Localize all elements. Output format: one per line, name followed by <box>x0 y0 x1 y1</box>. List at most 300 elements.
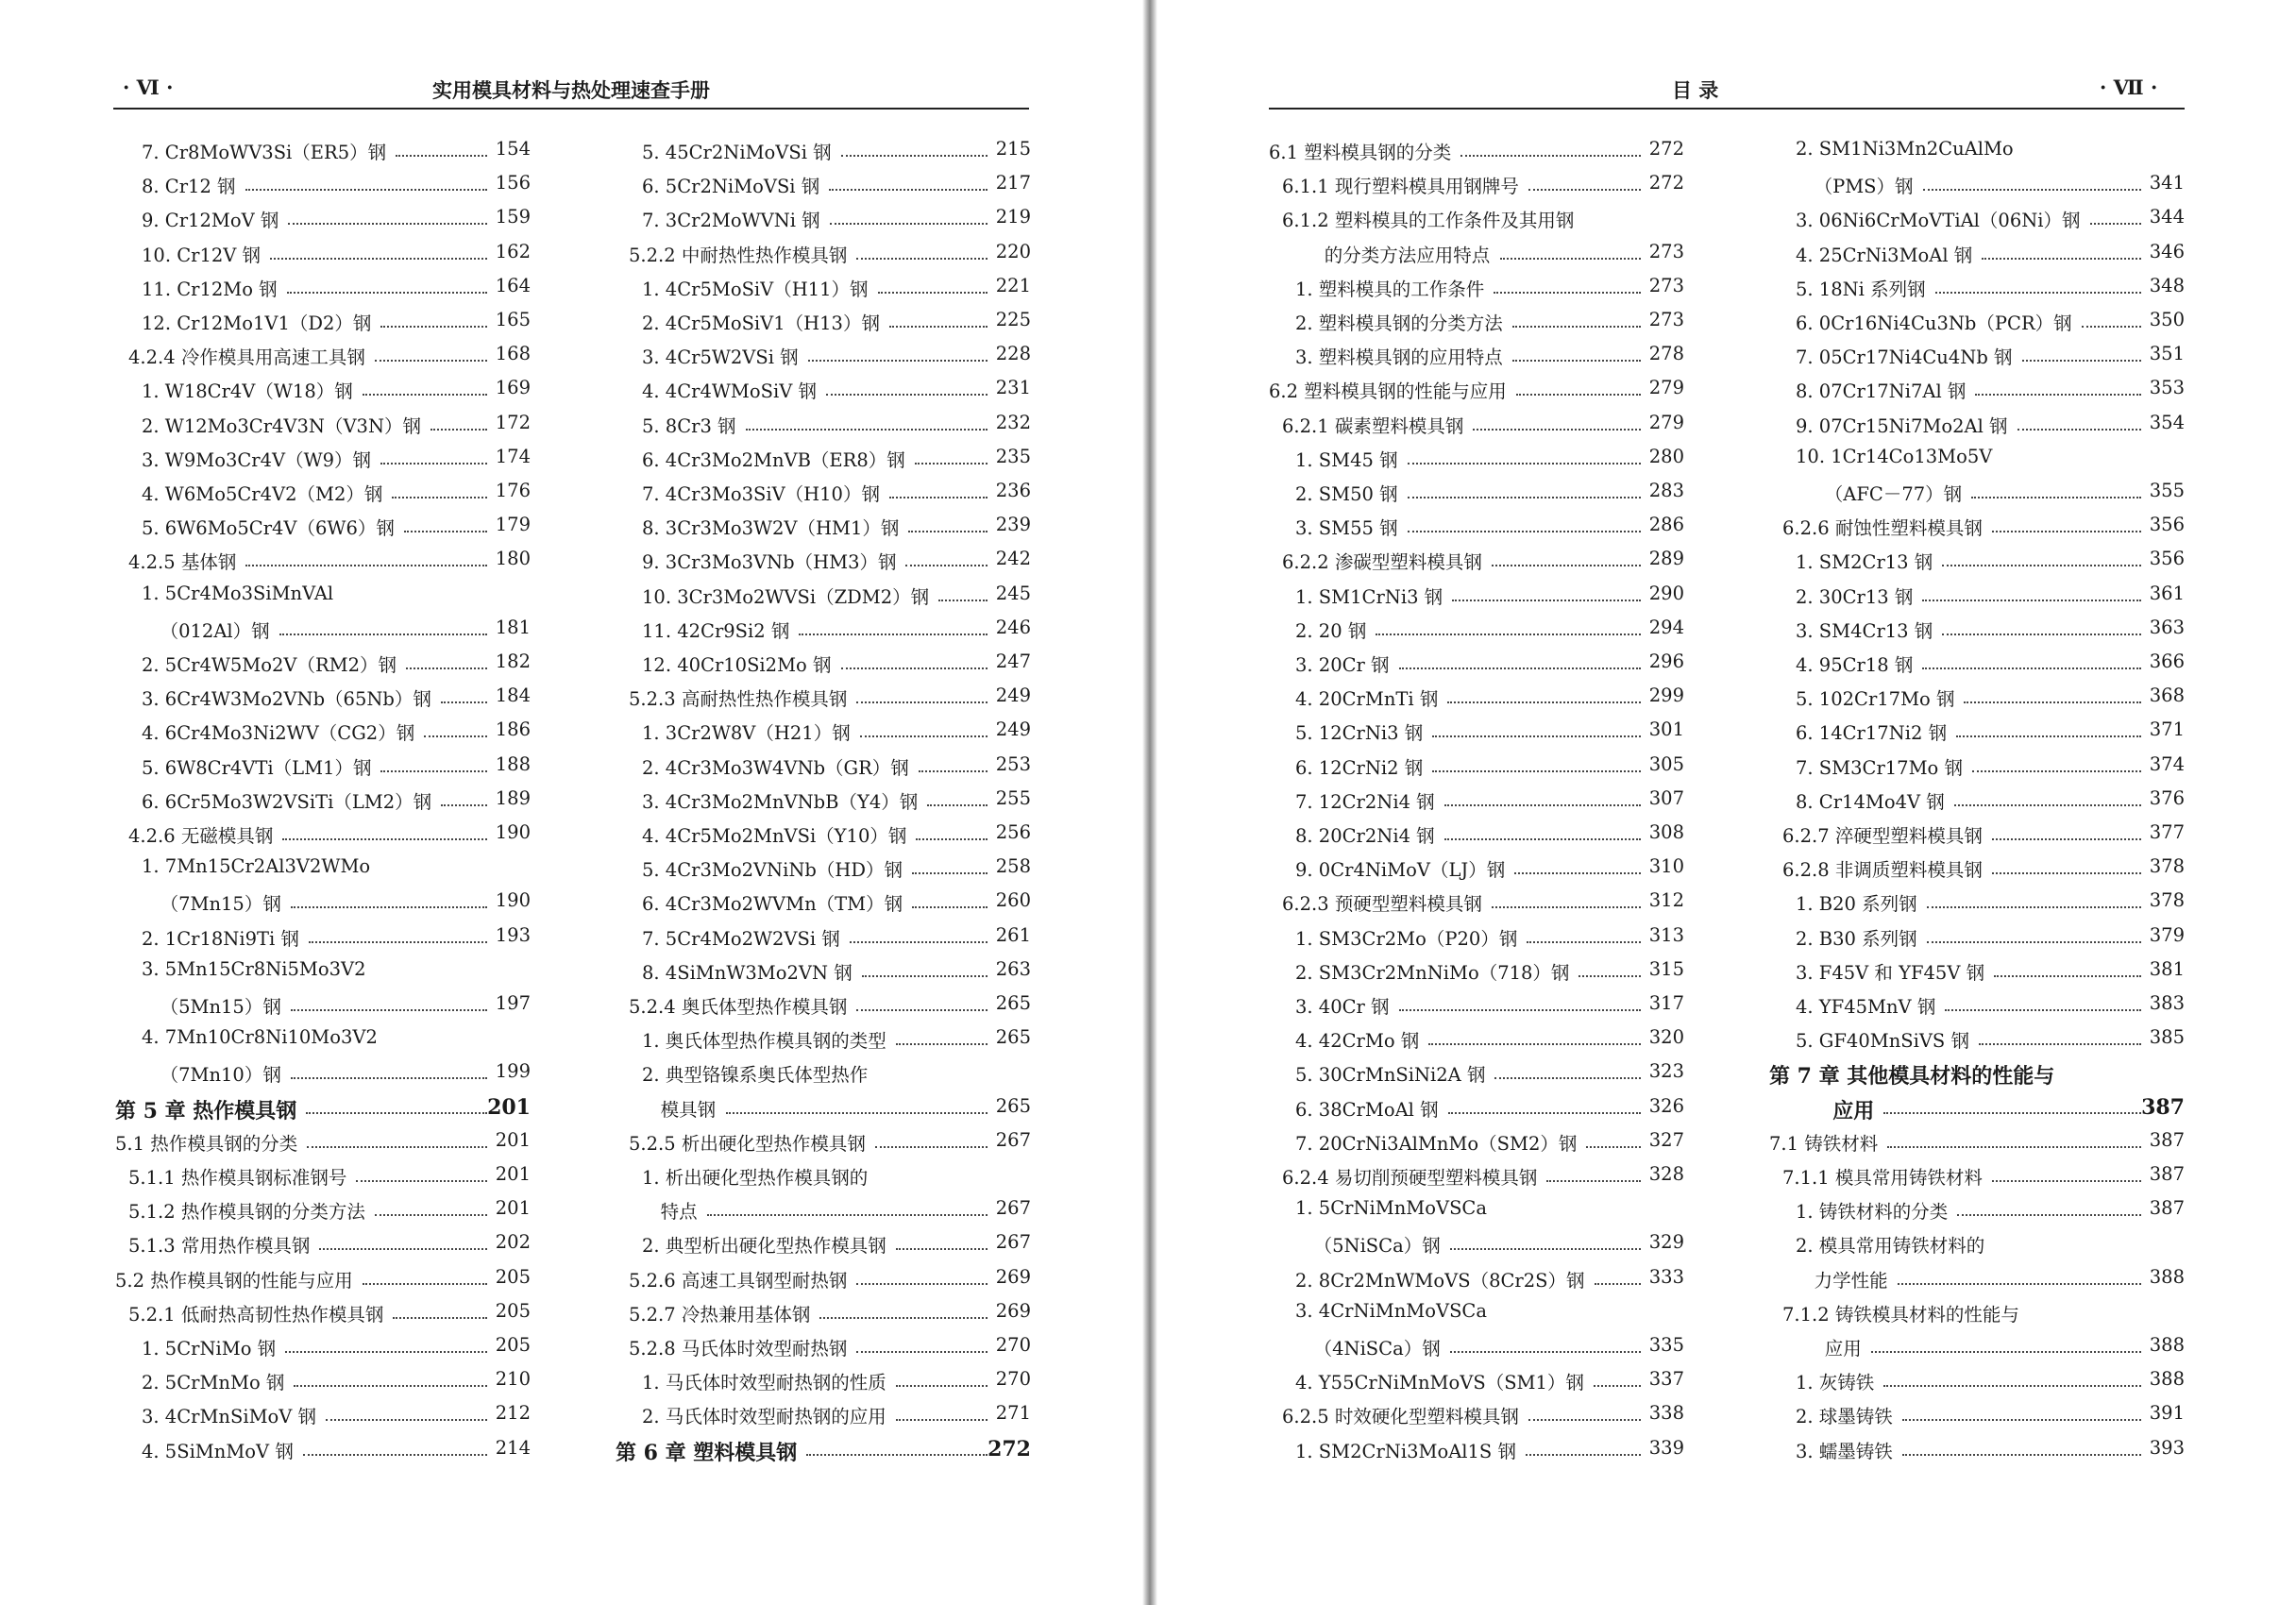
toc-entry-title: 3. 40Cr 钢 <box>1295 996 1390 1018</box>
toc-dot-leader <box>808 352 988 362</box>
toc-entry-title: 5. 4Cr3Mo2VNiNb（HD）钢 <box>642 859 903 882</box>
toc-dot-leader <box>1927 899 2141 908</box>
toc-dot-leader <box>291 1002 487 1011</box>
toc-page-number: 242 <box>995 548 1031 570</box>
toc-page-number: 201 <box>495 1128 531 1151</box>
toc-entry <box>1269 1296 1684 1328</box>
toc-page-number: 273 <box>1648 240 1684 262</box>
toc-entry <box>115 1022 531 1055</box>
toc-entry <box>1769 681 2185 713</box>
toc-dot-leader <box>1964 694 2141 703</box>
toc-page-number: 387 <box>2141 1094 2185 1120</box>
toc-entry-title: 5. GF40MnSiVS 钢 <box>1796 1030 1969 1053</box>
toc-page-number: 256 <box>995 821 1031 843</box>
toc-entry-title: 1. 析出硬化型热作模具钢的 <box>642 1167 869 1189</box>
toc-page-number: 289 <box>1648 548 1684 570</box>
toc-entry-title: 3. 5Mn15Cr8Ni5Mo3V2 <box>142 957 366 980</box>
toc-page-number: 315 <box>1648 957 1684 980</box>
toc-page-number: 388 <box>2149 1368 2185 1391</box>
toc-page-number: 265 <box>995 1094 1031 1117</box>
toc-entry <box>616 784 1031 816</box>
toc-entry-title: 第 6 章 塑料模具钢 <box>616 1440 798 1465</box>
toc-entry-title: 2. SM50 钢 <box>1295 483 1398 505</box>
toc-entry <box>1269 647 1684 679</box>
toc-entry <box>1269 408 1684 440</box>
toc-entry <box>1769 237 2185 269</box>
toc-entry <box>616 544 1031 576</box>
toc-entry <box>1769 373 2185 405</box>
toc-page-number: 348 <box>2149 274 2185 296</box>
toc-entry-title: 3. 6Cr4W3Mo2VNb（65Nb）钢 <box>142 688 431 711</box>
toc-dot-leader <box>1971 489 2141 498</box>
toc-entry <box>1269 1262 1684 1294</box>
toc-page-number: 269 <box>995 1299 1031 1322</box>
toc-chapter-entry <box>616 1433 1031 1465</box>
toc-entry <box>1769 715 2185 747</box>
toc-page-number: 280 <box>1648 445 1684 467</box>
toc-entry <box>115 168 531 200</box>
toc-entry <box>115 1227 531 1259</box>
toc-entry-title: 模具钢 <box>660 1098 717 1121</box>
toc-page-number: 245 <box>995 582 1031 604</box>
toc-entry <box>115 339 531 371</box>
toc-dot-leader <box>309 934 487 943</box>
toc-entry-title: 4. YF45MnV 钢 <box>1796 996 1936 1018</box>
toc-dot-leader <box>1399 1002 1641 1011</box>
toc-page-number: 188 <box>495 752 531 775</box>
toc-entry <box>1769 1330 2185 1362</box>
toc-entry-title: 3. 20Cr 钢 <box>1295 654 1390 676</box>
toc-entry-title: 9. 3Cr3Mo3VNb（HM3）钢 <box>642 551 897 574</box>
toc-entry-title: 2. 塑料模具钢的分类方法 <box>1295 313 1503 334</box>
toc-entry <box>616 852 1031 884</box>
toc-entry-title: 6.2.7 淬硬型塑料模具钢 <box>1782 825 1983 847</box>
toc-entry <box>1269 510 1684 542</box>
toc-entry <box>115 134 531 166</box>
toc-entry-title: 6.2.2 渗碳型塑料模具钢 <box>1282 551 1482 574</box>
toc-entry <box>616 1296 1031 1328</box>
toc-page-number: 381 <box>2149 957 2185 980</box>
toc-page-number: 219 <box>995 206 1031 228</box>
toc-entry-title: 1. 3Cr2W8V（H21）钢 <box>642 722 851 745</box>
toc-entry-title: 5.1.1 热作模具钢标准钢号 <box>128 1167 347 1189</box>
toc-entry <box>616 988 1031 1021</box>
toc-entry-title: 的分类方法应用特点 <box>1324 244 1491 266</box>
toc-dot-leader <box>1408 489 1641 498</box>
toc-entry-title: 4. W6Mo5Cr4V2（M2）钢 <box>142 483 383 505</box>
toc-entry-title: 5. 12CrNi3 钢 <box>1295 722 1424 745</box>
toc-page-number: 301 <box>1648 718 1684 741</box>
toc-page-number: 320 <box>1648 1026 1684 1049</box>
toc-entry-title: 6.2.1 碳素塑料模具钢 <box>1282 414 1464 437</box>
toc-entry <box>1269 1364 1684 1396</box>
toc-entry-title: 7. Cr8MoWV3Si（ER5）钢 <box>142 142 387 163</box>
toc-entry <box>616 1330 1031 1362</box>
toc-page-number: 346 <box>2149 240 2185 262</box>
toc-dot-leader <box>1957 1207 2141 1216</box>
toc-entry <box>115 305 531 337</box>
toc-page-number: 249 <box>995 684 1031 707</box>
toc-page-number: 261 <box>995 923 1031 946</box>
toc-entry <box>1769 988 2185 1021</box>
toc-dot-leader <box>1927 934 2141 943</box>
toc-entry <box>616 681 1031 713</box>
toc-entry-title: 2. 4Cr3Mo3W4VNb（GR）钢 <box>642 756 909 779</box>
right-page-number: · Ⅶ · <box>2100 76 2158 99</box>
toc-entry-title: 5.2.1 低耐热高韧性热作模具钢 <box>128 1303 384 1326</box>
toc-entry <box>616 613 1031 645</box>
toc-page-number: 290 <box>1648 582 1684 604</box>
toc-entry <box>1269 886 1684 918</box>
toc-page-number: 374 <box>2149 752 2185 775</box>
toc-entry <box>616 579 1031 611</box>
toc-dot-leader <box>282 831 487 840</box>
toc-page-number: 286 <box>1648 514 1684 536</box>
toc-entry <box>616 1364 1031 1396</box>
toc-dot-leader <box>285 1343 487 1353</box>
toc-entry <box>1269 1398 1684 1430</box>
toc-entry <box>616 1193 1031 1225</box>
toc-entry-title: 5. 102Cr17Mo 钢 <box>1796 688 1955 711</box>
toc-page-number: 174 <box>495 445 531 467</box>
toc-entry-title: 3. 4Cr3Mo2MnVNbB（Y4）钢 <box>642 790 919 813</box>
toc-entry-title: 7. 20CrNi3AlMnMo（SM2）钢 <box>1295 1132 1578 1155</box>
toc-dot-leader <box>1452 592 1641 601</box>
toc-entry-title: 7. SM3Cr17Mo 钢 <box>1796 756 1963 779</box>
toc-dot-leader <box>287 284 487 294</box>
toc-entry-title: 3. F45V 和 YF45V 钢 <box>1796 961 1985 984</box>
toc-page-number: 169 <box>495 377 531 399</box>
toc-entry-title: 9. Cr12MoV 钢 <box>142 210 279 232</box>
toc-entry-title: 6.2.3 预硬型塑料模具钢 <box>1282 893 1482 916</box>
toc-entry-title: 5. 45Cr2NiMoVSi 钢 <box>642 142 832 163</box>
toc-page-number: 164 <box>495 274 531 296</box>
toc-entry <box>1269 579 1684 611</box>
toc-entry-title: 4. 4Cr5Mo2MnVSi（Y10）钢 <box>642 825 907 847</box>
toc-entry-title: 2. 模具常用铸铁材料的 <box>1796 1235 1985 1258</box>
toc-dot-leader <box>1399 660 1641 669</box>
toc-dot-leader <box>270 250 487 260</box>
toc-entry-title: 1. 7Mn15Cr2Al3V2WMo <box>142 855 371 878</box>
toc-page-number: 323 <box>1648 1060 1684 1083</box>
toc-entry <box>115 1056 531 1089</box>
toc-page-number: 387 <box>2149 1197 2185 1220</box>
toc-page-number: 271 <box>995 1402 1031 1425</box>
toc-entry <box>1269 988 1684 1021</box>
toc-page-number: 217 <box>995 172 1031 194</box>
toc-dot-leader <box>1473 421 1641 431</box>
toc-entry-title: 应用 <box>1832 1098 1875 1124</box>
toc-dot-leader <box>1945 1002 2141 1011</box>
toc-entry-title: 6.1 塑料模具钢的分类 <box>1269 142 1452 163</box>
toc-page-number: 228 <box>995 343 1031 365</box>
toc-page-number: 333 <box>1648 1265 1684 1288</box>
toc-entry-title: 7.1.2 铸铁模具材料的性能与 <box>1782 1303 2019 1326</box>
toc-entry-title: 6. 38CrMoAl 钢 <box>1295 1098 1439 1121</box>
toc-entry <box>616 886 1031 918</box>
toc-entry <box>1269 1091 1684 1124</box>
toc-entry <box>1769 1159 2185 1191</box>
toc-entry <box>616 921 1031 953</box>
left-page-header <box>113 72 1029 110</box>
toc-page-number: 201 <box>495 1163 531 1185</box>
toc-dot-leader <box>1408 455 1641 465</box>
toc-entry <box>616 750 1031 782</box>
toc-entry <box>115 579 531 611</box>
toc-page-number: 168 <box>495 343 531 365</box>
toc-dot-leader <box>291 1070 487 1079</box>
toc-entry <box>1769 1193 2185 1225</box>
toc-entry-title: 第 5 章 热作模具钢 <box>115 1098 297 1124</box>
toc-page-number: 247 <box>995 650 1031 672</box>
toc-page-number: 215 <box>995 138 1031 160</box>
toc-entry-title: 4. 20CrMnTi 钢 <box>1295 688 1439 711</box>
toc-page-number: 182 <box>495 650 531 672</box>
toc-entry-title: 4. 5SiMnMoV 钢 <box>142 1440 294 1462</box>
toc-page-number: 341 <box>2149 172 2185 194</box>
toc-entry <box>1769 305 2185 337</box>
toc-dot-leader <box>746 421 988 431</box>
toc-entry <box>1269 168 1684 200</box>
toc-entry-title: 4. 4Cr4WMoSiV 钢 <box>642 380 817 403</box>
toc-entry-title: 5. 8Cr3 钢 <box>642 414 736 437</box>
toc-page-number: 353 <box>2149 377 2185 399</box>
toc-entry <box>1269 852 1684 884</box>
toc-entry <box>1769 202 2185 234</box>
toc-page-number: 391 <box>2149 1402 2185 1425</box>
toc-dot-leader <box>799 626 988 635</box>
toc-entry-title: 9. 0Cr4NiMoV（LJ）钢 <box>1295 859 1506 882</box>
toc-dot-leader <box>1460 147 1641 157</box>
toc-entry <box>1269 476 1684 508</box>
toc-entry-title: 2. SM3Cr2MnNiMo（718）钢 <box>1295 961 1570 984</box>
toc-page-number: 197 <box>495 992 531 1014</box>
toc-entry <box>1269 818 1684 850</box>
toc-page-number: 189 <box>495 786 531 809</box>
toc-entry-title: 6. 12CrNi2 钢 <box>1295 756 1424 779</box>
toc-entry <box>115 886 531 918</box>
toc-entry <box>616 955 1031 987</box>
toc-page-number: 299 <box>1648 684 1684 707</box>
toc-dot-leader <box>1956 728 2141 737</box>
toc-page-number: 272 <box>1648 172 1684 194</box>
toc-entry <box>1769 1227 2185 1259</box>
toc-entry <box>1769 1125 2185 1157</box>
toc-page-number: 184 <box>495 684 531 707</box>
toc-entry-title: 11. Cr12Mo 钢 <box>142 278 278 300</box>
toc-entry-title: 应用 <box>1824 1338 1862 1360</box>
toc-entry <box>1769 613 2185 645</box>
toc-entry <box>115 1193 531 1225</box>
toc-entry-title: 5.1.3 常用热作模具钢 <box>128 1235 311 1258</box>
toc-dot-leader <box>291 899 487 908</box>
toc-entry <box>1269 237 1684 269</box>
toc-page-number: 235 <box>995 445 1031 467</box>
toc-entry-title: 3. W9Mo3Cr4V（W9）钢 <box>142 448 372 471</box>
toc-dot-leader <box>326 1411 487 1421</box>
toc-page-number: 296 <box>1648 650 1684 672</box>
toc-dot-leader <box>1444 831 1641 840</box>
toc-entry <box>115 852 531 884</box>
toc-page-number: 376 <box>2149 786 2185 809</box>
toc-dot-leader <box>1942 626 2141 635</box>
toc-entry-title: 6.2.5 时效硬化型塑料模具钢 <box>1282 1406 1519 1428</box>
toc-entry <box>616 1159 1031 1191</box>
toc-entry-title: 1. SM1CrNi3 钢 <box>1295 585 1443 608</box>
toc-dot-leader <box>826 386 988 396</box>
toc-entry-title: 1. B20 系列钢 <box>1796 893 1917 916</box>
toc-entry-title: 3. 4Cr5W2VSi 钢 <box>642 346 799 369</box>
toc-page-number: 193 <box>495 923 531 946</box>
toc-page-number: 354 <box>2149 411 2185 433</box>
toc-page-number: 279 <box>1648 411 1684 433</box>
toc-entry-title: （7Mn10）钢 <box>160 1064 281 1087</box>
toc-page-number: 278 <box>1648 343 1684 365</box>
toc-entry-title: 第 7 章 其他模具材料的性能与 <box>1769 1064 2055 1090</box>
toc-entry <box>1769 442 2185 474</box>
toc-entry <box>616 818 1031 850</box>
toc-dot-leader <box>1447 694 1641 703</box>
toc-page-number: 326 <box>1648 1094 1684 1117</box>
toc-entry-title: 6.2.6 耐蚀性塑料模具钢 <box>1782 517 1983 540</box>
toc-entry-title: （4NiSCa）钢 <box>1313 1338 1441 1360</box>
toc-entry <box>1269 681 1684 713</box>
toc-entry <box>616 237 1031 269</box>
toc-entry-title: 1. SM2CrNi3MoAl1S 钢 <box>1295 1440 1516 1462</box>
toc-entry-title: 12. 40Cr10Si2Mo 钢 <box>642 654 832 676</box>
toc-entry <box>115 510 531 542</box>
toc-entry <box>1269 271 1684 303</box>
toc-page-number: 236 <box>995 480 1031 501</box>
toc-entry-title: 4. 95Cr18 钢 <box>1796 654 1914 676</box>
toc-page-number: 186 <box>495 718 531 741</box>
toc-entry <box>616 134 1031 166</box>
toc-page-number: 205 <box>495 1265 531 1288</box>
toc-dot-leader <box>294 1377 487 1387</box>
toc-entry-title: 4. 6Cr4Mo3Ni2WV（CG2）钢 <box>142 722 415 745</box>
toc-entry <box>115 442 531 474</box>
toc-entry <box>1269 784 1684 816</box>
toc-entry-title: 4. 7Mn10Cr8Ni10Mo3V2 <box>142 1026 378 1049</box>
toc-entry <box>115 1125 531 1157</box>
toc-entry-title: 3. 蠕墨铸铁 <box>1796 1440 1893 1462</box>
toc-entry-title: （AFC－77）钢 <box>1824 483 1963 505</box>
toc-entry-title: 2. 8Cr2MnWMoVS（8Cr2S）钢 <box>1295 1269 1585 1292</box>
toc-entry <box>616 1022 1031 1055</box>
toc-dot-leader <box>1376 626 1641 635</box>
toc-entry-title: 3. 4CrNiMnMoVSCa <box>1295 1299 1487 1322</box>
toc-page-number: 190 <box>495 889 531 912</box>
toc-entry-title: 1. 灰铸铁 <box>1796 1372 1875 1394</box>
toc-page-number: 253 <box>995 752 1031 775</box>
toc-entry-title: 4.2.4 冷作模具用高速工具钢 <box>128 346 365 369</box>
toc-entry <box>115 544 531 576</box>
toc-dot-leader <box>1935 284 2141 294</box>
toc-dot-leader <box>1975 386 2141 396</box>
toc-entry-title: 3. SM55 钢 <box>1295 517 1398 540</box>
book-gutter <box>1142 0 1157 1605</box>
toc-page-number: 383 <box>2149 992 2185 1014</box>
toc-page-number: 273 <box>1648 274 1684 296</box>
toc-dot-leader <box>1902 1411 2141 1421</box>
toc-entry <box>616 408 1031 440</box>
toc-entry <box>1769 339 2185 371</box>
toc-page-number: 355 <box>2149 480 2185 501</box>
toc-page-number: 232 <box>995 411 1031 433</box>
toc-entry-title: 6. 6Cr5Mo3W2VSiTi（LM2）钢 <box>142 790 432 813</box>
toc-entry <box>616 168 1031 200</box>
toc-entry-title: 2. 典型铬镍系奥氏体型热作 <box>642 1064 869 1087</box>
header-rule <box>1269 108 2185 110</box>
toc-entry <box>1269 1022 1684 1055</box>
toc-entry-title: 2. SM1Ni3Mn2CuAlMo <box>1796 138 2014 160</box>
toc-page-number: 329 <box>1648 1231 1684 1254</box>
toc-page-number: 267 <box>995 1128 1031 1151</box>
toc-entry <box>115 1364 531 1396</box>
toc-entry <box>1769 750 2185 782</box>
toc-entry-title: 9. 07Cr15Ni7Mo2Al 钢 <box>1796 414 2008 437</box>
toc-entry <box>1269 305 1684 337</box>
toc-dot-leader <box>707 1207 988 1216</box>
toc-dot-leader <box>279 626 487 635</box>
toc-page-number: 371 <box>2149 718 2185 741</box>
toc-dot-leader <box>1450 1241 1641 1250</box>
toc-entry-title: 1. SM2Cr13 钢 <box>1796 551 1933 574</box>
toc-entry-title: 6. 5Cr2NiMoVSi 钢 <box>642 176 820 198</box>
toc-entry <box>1269 442 1684 474</box>
toc-entry-title: （PMS）钢 <box>1814 176 1914 198</box>
toc-entry <box>1769 784 2185 816</box>
toc-dot-leader <box>1923 181 2141 191</box>
toc-page-number: 246 <box>995 616 1031 638</box>
toc-entry-title: 2. 1Cr18Ni9Ti 钢 <box>142 927 299 950</box>
toc-entry-title: 5.2.7 冷热兼用基体钢 <box>629 1303 811 1326</box>
toc-page-number: 270 <box>995 1368 1031 1391</box>
toc-entry <box>115 1330 531 1362</box>
toc-entry-title: 5.2.8 马氏体时效型耐热钢 <box>629 1338 848 1360</box>
toc-entry <box>616 1091 1031 1124</box>
toc-entry <box>616 1398 1031 1430</box>
toc-dot-leader <box>1428 1036 1641 1045</box>
toc-entry-title: 3. 塑料模具钢的应用特点 <box>1295 346 1503 369</box>
toc-entry-title: 2. 20 钢 <box>1295 619 1367 642</box>
toc-entry-title: 8. Cr12 钢 <box>142 176 236 198</box>
toc-entry <box>115 1159 531 1191</box>
toc-entry-title: 6. 4Cr3Mo2MnVB（ER8）钢 <box>642 448 905 471</box>
toc-entry-title: 2. B30 系列钢 <box>1796 927 1917 950</box>
toc-entry <box>115 647 531 679</box>
toc-page-number: 255 <box>995 786 1031 809</box>
toc-entry <box>115 202 531 234</box>
toc-page-number: 317 <box>1648 992 1684 1014</box>
toc-entry <box>115 681 531 713</box>
toc-entry <box>1769 544 2185 576</box>
toc-entry-title: 1. 5CrNiMo 钢 <box>142 1338 277 1360</box>
toc-entry <box>1269 339 1684 371</box>
toc-page-number: 328 <box>1648 1163 1684 1185</box>
toc-entry-title: 2. 4Cr5MoSiV1（H13）钢 <box>642 313 880 334</box>
toc-entry-title: 2. 5Cr4W5Mo2V（RM2）钢 <box>142 654 397 676</box>
toc-entry-title: 2. 30Cr13 钢 <box>1796 585 1914 608</box>
toc-entry <box>616 1262 1031 1294</box>
toc-page-number: 159 <box>495 206 531 228</box>
toc-page-number: 313 <box>1648 923 1684 946</box>
toc-entry <box>1769 1296 2185 1328</box>
toc-entry <box>1269 1159 1684 1191</box>
toc-entry-title: 1. 5CrNiMnMoVSCa <box>1295 1197 1487 1220</box>
toc-entry-title: 7. 5Cr4Mo2W2VSi 钢 <box>642 927 840 950</box>
toc-entry <box>115 408 531 440</box>
